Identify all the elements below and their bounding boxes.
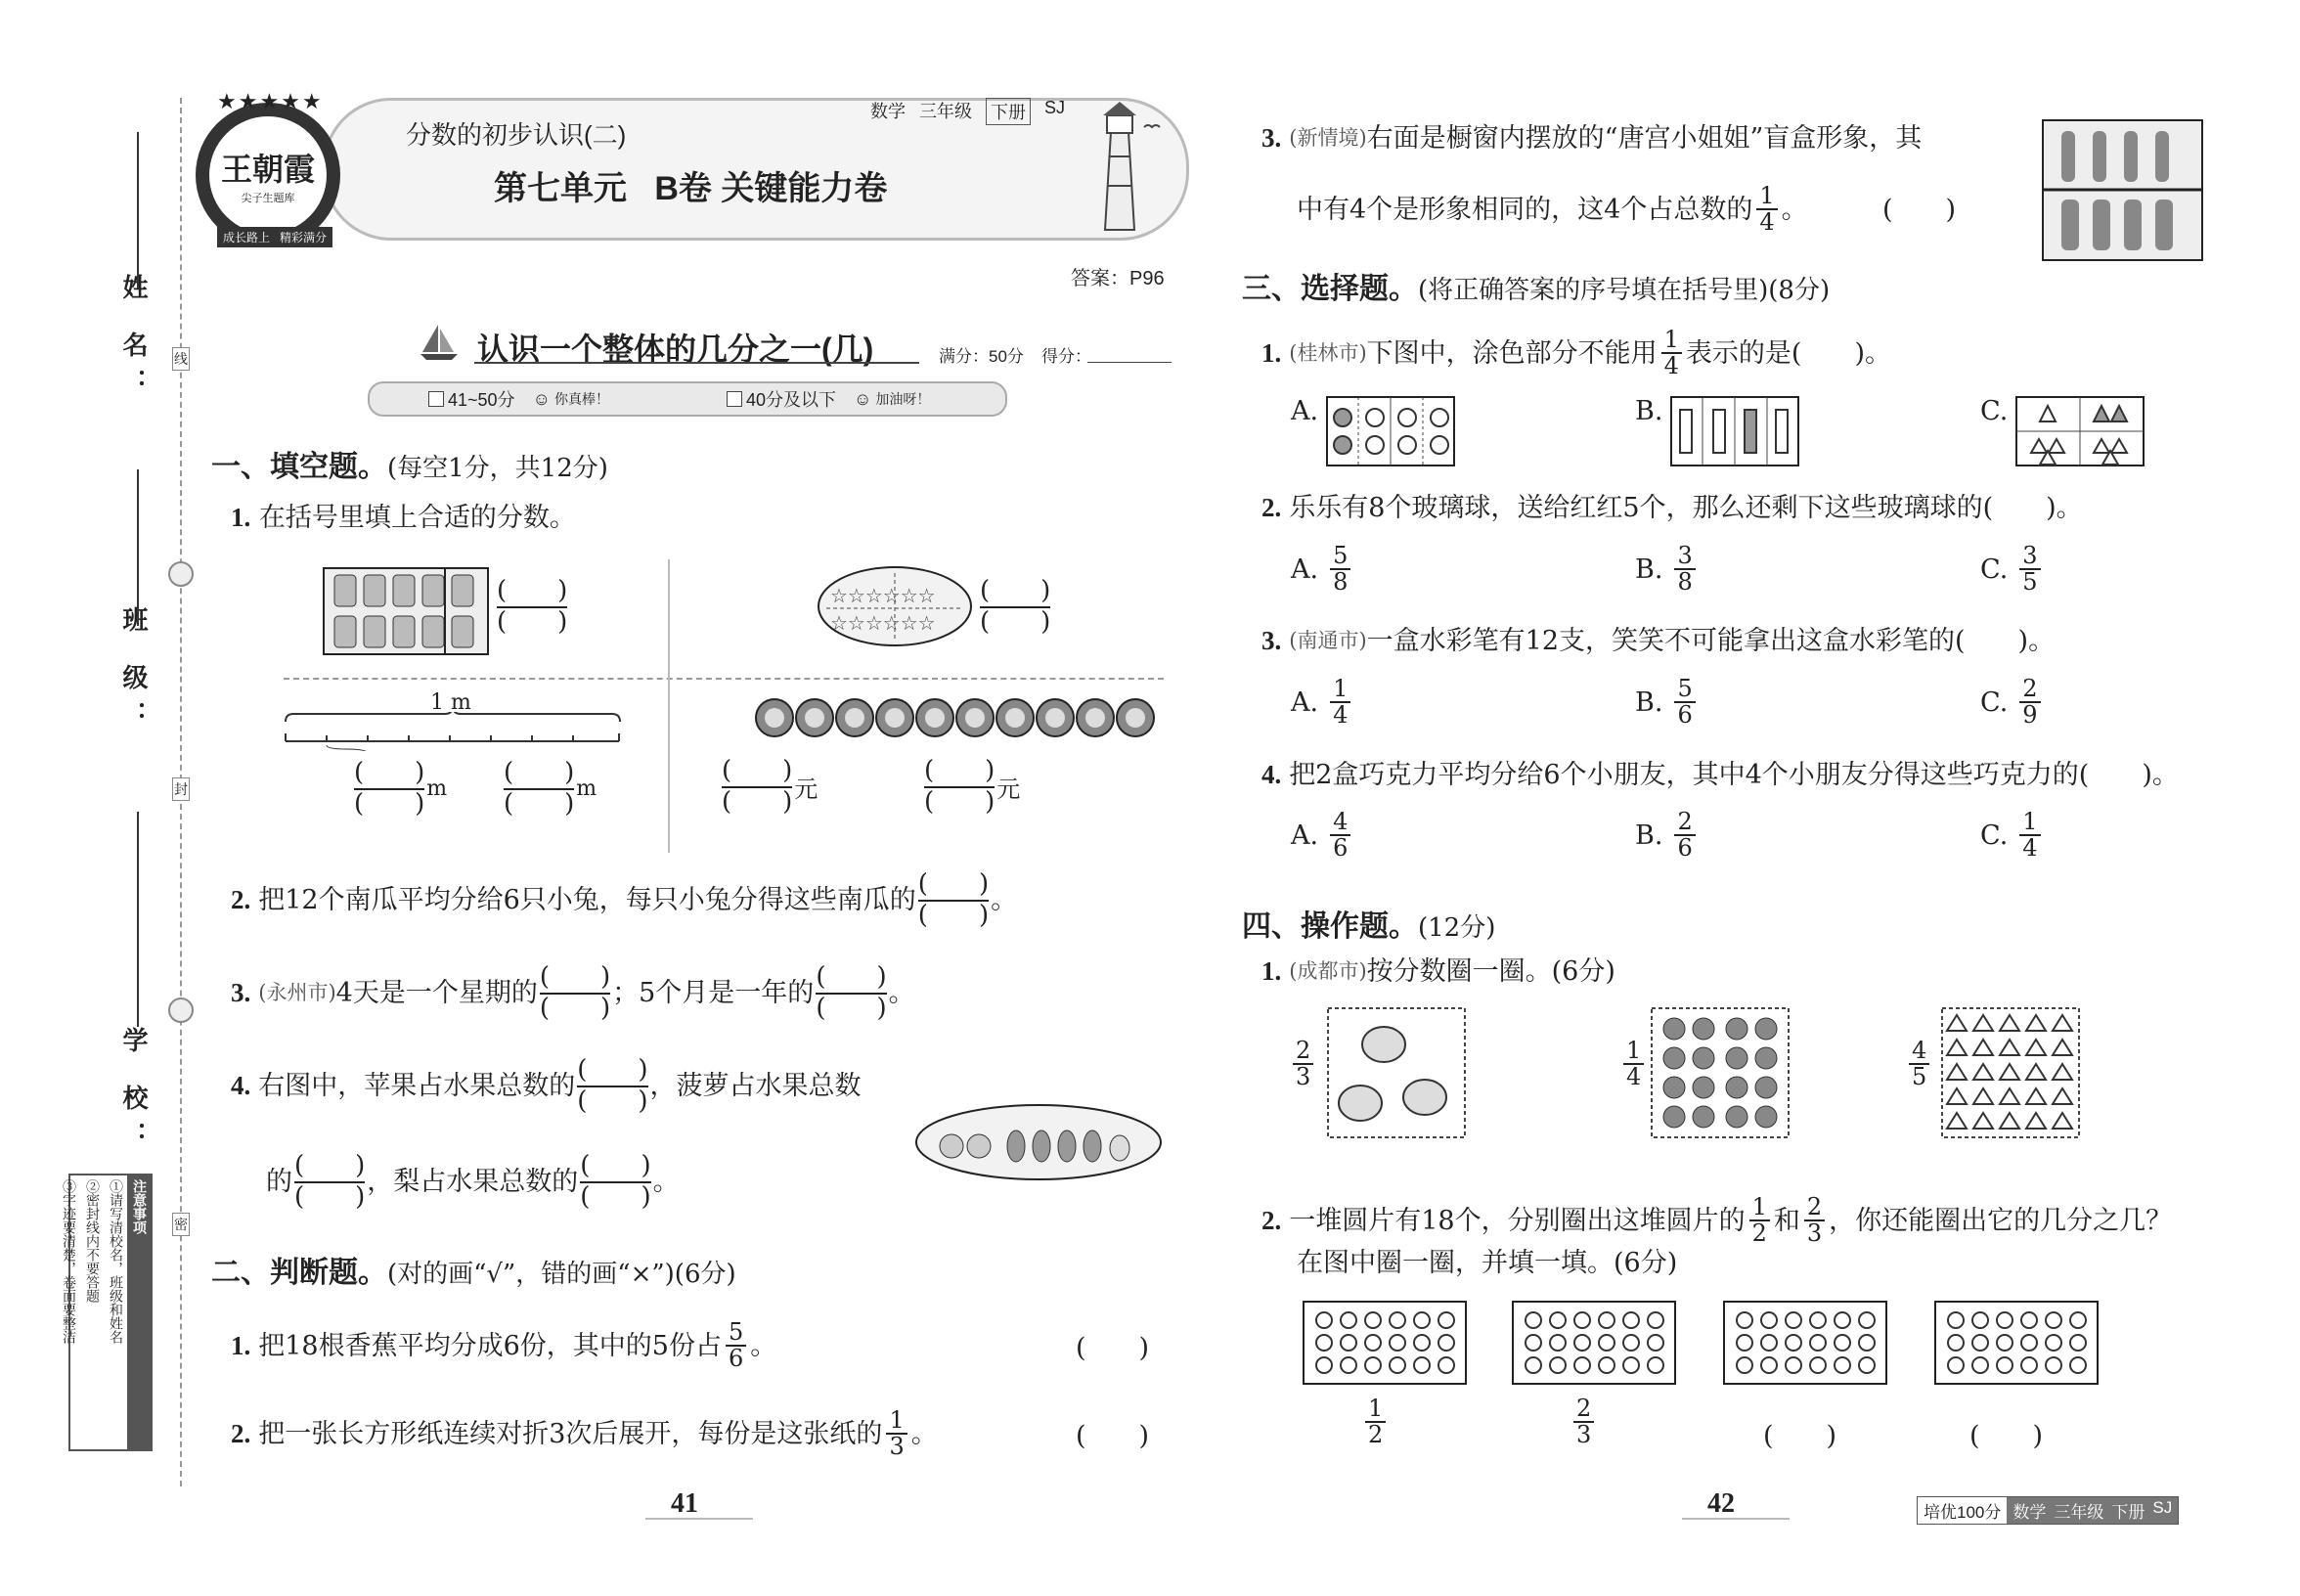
cups-figure: [323, 567, 489, 655]
seal-char: 线: [172, 347, 190, 371]
dot-shape: [1341, 1335, 1356, 1351]
eval-checkbox[interactable]: [727, 391, 742, 407]
dot-shape: [1341, 1312, 1356, 1328]
dot-shape: [1341, 1357, 1356, 1373]
option-letter: A.: [1291, 396, 1319, 426]
dot-shape: [1365, 1357, 1381, 1373]
star-icon: ★★★★★: [217, 90, 324, 114]
unit: 元: [794, 776, 818, 804]
dot-shape: [2070, 1312, 2086, 1328]
seal-circle: [168, 998, 194, 1023]
q-num: 1.: [231, 1330, 251, 1360]
eval-text: 你真棒！: [553, 391, 609, 407]
q-num: 2.: [231, 885, 251, 915]
name-field[interactable]: [137, 132, 139, 288]
dot-shape: [1648, 1312, 1663, 1328]
wave-decoration: [1682, 1518, 1790, 1520]
section-1-title: [211, 442, 608, 485]
coins-figure: [753, 694, 1164, 741]
dot-shape: [1623, 1357, 1639, 1373]
q-text: 把18根香蕉平均分成6份，其中的5份占: [258, 1330, 722, 1361]
dot-shape: [1526, 1335, 1541, 1351]
q-end: 。: [991, 885, 1018, 916]
seal-circle: [168, 561, 194, 587]
dot-shape: [1574, 1312, 1590, 1328]
dot-shape: [2021, 1357, 2037, 1373]
term: 下册: [986, 98, 1031, 125]
footer-brand: 培优100分: [1918, 1497, 2007, 1524]
dot-shape: [1414, 1335, 1430, 1351]
fraction: $\frac{1}{3}$: [886, 1408, 907, 1459]
q-end: 。: [750, 1330, 777, 1361]
fraction: $\frac{1}{4}$: [1661, 328, 1682, 378]
dot-shape: [1786, 1312, 1801, 1328]
notice-item: ③字迹要清楚，卷面要整洁: [61, 1179, 76, 1344]
q-text: 下图中，涂色部分不能用: [1366, 337, 1658, 369]
smile-icon: ☺: [853, 388, 872, 409]
dot-shape: [1997, 1312, 2012, 1328]
full-score: 满分：50分: [939, 347, 1024, 366]
notice-item: ②密封线内不要答题: [84, 1179, 100, 1303]
q-text: ，菠萝占水果总数: [649, 1071, 862, 1102]
dot-shape: [2046, 1335, 2061, 1351]
dot-shape: [1997, 1357, 2012, 1373]
class-label: 班 级：: [118, 606, 148, 739]
dot-shape: [1948, 1335, 1964, 1351]
ribbon-left: 成长路上: [223, 231, 271, 244]
q-text: ，你还能圈出它的几分之几？: [1829, 1205, 2173, 1236]
answer-fraction[interactable]: ( ) ( ): [539, 962, 611, 1023]
brand-logo: [196, 103, 340, 247]
dot-shape: [1390, 1335, 1405, 1351]
q-text: ，梨占水果总数的: [367, 1167, 579, 1198]
dot-shape: [1835, 1357, 1850, 1373]
dot-shape: [1550, 1312, 1566, 1328]
notice-item: ①请写清校名，班级和姓名: [108, 1179, 123, 1344]
answer-fraction-m[interactable]: ( ) ( ) m: [504, 758, 597, 819]
answer-fraction[interactable]: ( ) ( ): [816, 962, 887, 1023]
notice-title: 注意事项: [127, 1175, 151, 1449]
dot-shape: [1761, 1312, 1777, 1328]
dot-shape: [2046, 1357, 2061, 1373]
eval-range: 40分及以下: [745, 390, 836, 410]
seal-char: 封: [172, 777, 190, 801]
dot-shape: [1438, 1335, 1454, 1351]
q-text: 把2盒巧克力平均分给6个小朋友，其中4个小朋友分得这些巧克力的( )。: [1289, 760, 2179, 790]
fraction: $\frac{1}{4}$: [1756, 184, 1777, 235]
wave-decoration: [645, 1518, 753, 1520]
section-note: (12分): [1418, 913, 1496, 943]
q-text: 右图中，苹果占水果总数的: [258, 1071, 576, 1102]
fruits-figure: [914, 1103, 1164, 1181]
operate-2-line1: [1261, 1195, 2172, 1246]
dot-shape: [1761, 1357, 1777, 1373]
judge-3-line2: [1297, 184, 1808, 235]
q-num: 2.: [1261, 493, 1282, 522]
dot-shape: [1761, 1335, 1777, 1351]
fraction: $\frac{5}{6}$: [726, 1320, 746, 1371]
dot-shape: [1648, 1335, 1663, 1351]
q-text: 表示的是( )。: [1685, 337, 1891, 369]
dot-shape: [1526, 1312, 1541, 1328]
q-num: 3.: [231, 978, 251, 1008]
name-label: 姓 名：: [118, 274, 148, 407]
q4-line1: [231, 1056, 862, 1117]
choice-1-option-c[interactable]: [1980, 396, 2145, 466]
choice-4-option-b[interactable]: B. $\frac{2}{6}$: [1635, 810, 1700, 861]
answer-fraction[interactable]: ( ) ( ): [580, 1151, 651, 1212]
dot-shape: [1737, 1335, 1752, 1351]
q-end: 。: [1781, 194, 1808, 225]
section-title: 四、操作题。: [1242, 909, 1418, 944]
dot-shape: [1972, 1312, 1988, 1328]
q-num: 2.: [231, 1418, 251, 1448]
dot-shape: [1737, 1357, 1752, 1373]
unit: m: [576, 776, 597, 802]
q4-line2: [266, 1152, 680, 1213]
dot-shape: [1316, 1357, 1332, 1373]
judge-3-line1: [1261, 125, 1922, 152]
subject: 数学: [870, 102, 906, 121]
dot-shape: [2070, 1357, 2086, 1373]
dot-shape: [1835, 1312, 1850, 1328]
choice-2: [1261, 495, 2083, 521]
answer-fraction-m[interactable]: ( ) ( ) m: [354, 758, 448, 819]
dots-panel[interactable]: [1934, 1301, 2099, 1385]
book-meta: [870, 98, 1065, 125]
footer-meta: 数学 三年级 下册 SJ: [2007, 1497, 2178, 1524]
ruler-label: 1 m: [430, 690, 471, 715]
q-text: 一堆圆片有18个，分别圈出这堆圆片的: [1289, 1205, 1746, 1236]
q-text: 右面是橱窗内摆放的“唐宫小姐姐”盲盒形象，其: [1366, 123, 1923, 154]
section-note: (将正确答案的序号填在括号里)(8分): [1418, 276, 1831, 305]
dot-shape: [1390, 1357, 1405, 1373]
dot-shape: [1390, 1312, 1405, 1328]
q-text: ；5个月是一年的: [612, 978, 815, 1009]
dot-shape: [1835, 1335, 1850, 1351]
q-text: 把12个南瓜平均分给6只小兔，每只小兔分得这些南瓜的: [258, 885, 916, 916]
grade: 三年级: [919, 102, 972, 121]
dots-panel[interactable]: [1303, 1301, 1467, 1385]
choice-3: [1261, 628, 2055, 654]
ribbon-right: 精彩满分: [280, 231, 328, 244]
panel-label: $\frac{1}{2}$: [1361, 1396, 1390, 1447]
score-field[interactable]: [1087, 362, 1172, 363]
class-field[interactable]: [137, 469, 139, 626]
choice-2-option-a[interactable]: A. $\frac{5}{8}$: [1291, 544, 1354, 595]
eval-text: 加油呀！: [875, 391, 931, 407]
unit: 元: [996, 776, 1021, 804]
q-num: 1.: [1261, 337, 1282, 368]
stars-figure: [817, 565, 973, 648]
answer-fraction[interactable]: ( ) ( ): [980, 576, 1051, 637]
choice-1-option-a[interactable]: [1291, 396, 1455, 466]
q3: [231, 963, 915, 1024]
dot-shape: [1550, 1357, 1566, 1373]
section-note: (每空1分，共12分): [387, 454, 608, 483]
option-letter: B.: [1635, 396, 1663, 426]
judge-answer[interactable]: ( ): [1076, 1421, 1150, 1451]
unit: m: [426, 776, 448, 802]
answer-fraction[interactable]: ( ) ( ): [294, 1151, 366, 1212]
q-tag: (成都市): [1289, 959, 1367, 983]
q-end: 。: [888, 978, 915, 1009]
dot-shape: [1365, 1335, 1381, 1351]
q-end: 。: [652, 1167, 680, 1198]
dots-panel[interactable]: [1512, 1301, 1676, 1385]
apples-figure[interactable]: [1651, 1007, 1790, 1138]
puppies-figure[interactable]: [1327, 1007, 1466, 1138]
dot-shape: [2046, 1312, 2061, 1328]
dot-shape: [1526, 1357, 1541, 1373]
choice-4-option-c[interactable]: C. $\frac{1}{4}$: [1980, 810, 2045, 861]
answer-fraction-yuan[interactable]: ( ) ( ) 元: [722, 756, 818, 817]
dot-shape: [1599, 1312, 1614, 1328]
dot-shape: [1316, 1312, 1332, 1328]
dot-shape: [1948, 1312, 1964, 1328]
footer-badge: [1917, 1496, 2179, 1525]
eval-checkbox[interactable]: [428, 391, 444, 407]
panel-answer[interactable]: ( ): [1763, 1421, 1837, 1451]
circles-grid-figure: [1326, 396, 1455, 466]
panel-label: $\frac{2}{3}$: [1570, 1396, 1598, 1447]
choice-1-option-b[interactable]: [1635, 396, 1799, 466]
display-case-figure: [2042, 119, 2203, 261]
section-note: (对的画“√”，错的画“×”)(6分): [387, 1260, 736, 1289]
operate-2-line2: [1297, 1250, 1677, 1276]
q-text: 把一张长方形纸连续对折3次后展开，每份是这张纸的: [258, 1418, 883, 1449]
q-num: 2.: [1261, 1205, 1282, 1235]
q-text: 乐乐有8个玻璃球，送给红红5个，那么还剩下这些玻璃球的( )。: [1289, 493, 2083, 523]
dot-shape: [2070, 1335, 2086, 1351]
seal-char: 密: [172, 1213, 190, 1236]
ribbon: [217, 227, 332, 247]
dot-shape: [1623, 1312, 1639, 1328]
q-tag: (桂林市): [1289, 340, 1367, 365]
operate-1-fraction: $\frac{4}{5}$: [1905, 1039, 1933, 1089]
dot-shape: [1316, 1335, 1332, 1351]
section-title: 二、判断题。: [211, 1256, 387, 1290]
q-num: 1.: [1261, 956, 1282, 986]
choice-2-option-c[interactable]: C. $\frac{3}{5}$: [1980, 544, 2045, 595]
page-title: 第七单元 B卷 关键能力卷: [494, 170, 888, 207]
section-3-title: [1242, 264, 1830, 307]
subtitle-underline: [474, 362, 919, 364]
section-2-title: [211, 1248, 736, 1291]
dot-shape: [1599, 1357, 1614, 1373]
answer-ref: 答案：P96: [1071, 268, 1165, 289]
answer-fraction[interactable]: ( ) ( ): [497, 576, 568, 637]
judge-answer[interactable]: ( ): [1882, 195, 1957, 225]
section-title: 一、填空题。: [211, 450, 387, 484]
choice-1: [1261, 328, 1891, 378]
dot-shape: [1648, 1357, 1663, 1373]
choice-3-option-b[interactable]: B. $\frac{5}{6}$: [1635, 677, 1700, 728]
q2: [231, 870, 1017, 931]
dot-shape: [1786, 1335, 1801, 1351]
sailboat-icon: [419, 323, 460, 362]
triangles-grid-figure[interactable]: [1941, 1007, 2080, 1138]
dot-shape: [2021, 1312, 2037, 1328]
topic-title: 分数的初步认识(二): [406, 120, 627, 150]
bars-figure: [1670, 396, 1799, 466]
q-num: 3.: [1261, 626, 1282, 655]
ruler-figure: [284, 712, 621, 751]
brand-subtitle: 尖子生题库: [241, 192, 295, 204]
dot-shape: [1859, 1312, 1875, 1328]
dot-shape: [1786, 1357, 1801, 1373]
q-text: 按分数圈一圈。(6分): [1366, 956, 1615, 987]
q-num: 4.: [231, 1071, 251, 1101]
q-tag: (永州市): [258, 981, 336, 1005]
smile-icon: ☺: [532, 388, 551, 409]
choice-4: [1261, 762, 2179, 788]
dot-shape: [1737, 1312, 1752, 1328]
q-tag: (南通市): [1289, 629, 1367, 652]
answer-fraction[interactable]: ( ) ( ): [917, 869, 990, 930]
option-letter: C.: [1980, 396, 2009, 426]
eval-range: 41~50分: [448, 390, 515, 410]
dot-shape: [1972, 1335, 1988, 1351]
q-num: 1.: [231, 503, 251, 532]
q1: [231, 505, 576, 531]
grid-divider-v: [668, 559, 670, 853]
q-text: 的: [266, 1167, 292, 1198]
dot-shape: [1997, 1335, 2012, 1351]
notice-box: [61, 1174, 153, 1451]
dots-panel[interactable]: [1723, 1301, 1887, 1385]
svg-text:☆☆☆☆☆☆: ☆☆☆☆☆☆: [830, 611, 936, 635]
panel-answer[interactable]: ( ): [1969, 1421, 2044, 1451]
dot-shape: [1623, 1335, 1639, 1351]
page-number: 41: [671, 1488, 698, 1519]
operate-1: [1261, 958, 1615, 985]
judge-1: [231, 1320, 776, 1371]
answer-fraction-yuan[interactable]: ( ) ( ) 元: [924, 756, 1021, 817]
dot-shape: [1574, 1335, 1590, 1351]
operate-1-fraction: $\frac{2}{3}$: [1289, 1039, 1317, 1089]
page-number: 42: [1707, 1488, 1735, 1519]
dot-shape: [1810, 1357, 1826, 1373]
dot-shape: [1550, 1335, 1566, 1351]
operate-1-fraction: $\frac{1}{4}$: [1619, 1039, 1648, 1089]
section-title: 三、选择题。: [1242, 272, 1418, 306]
fraction: $\frac{2}{3}$: [1804, 1195, 1825, 1246]
dot-shape: [1574, 1357, 1590, 1373]
answer-fraction[interactable]: ( ) ( ): [577, 1055, 648, 1116]
fraction: $\frac{1}{2}$: [1749, 1195, 1770, 1246]
dot-shape: [1438, 1312, 1454, 1328]
school-field[interactable]: [137, 812, 139, 1027]
lighthouse-icon: [1066, 98, 1173, 235]
edition: SJ: [1044, 98, 1066, 117]
judge-answer[interactable]: ( ): [1076, 1333, 1150, 1363]
choice-3-option-a[interactable]: A. $\frac{1}{4}$: [1291, 677, 1354, 728]
q-end: 。: [910, 1418, 938, 1449]
dot-shape: [1414, 1357, 1430, 1373]
q-text: 和: [1773, 1205, 1800, 1236]
choice-3-option-c[interactable]: C. $\frac{2}{9}$: [1980, 677, 2045, 728]
q-text: 在图中圈一圈，并填一填。(6分): [1297, 1248, 1678, 1278]
q-text: 一盒水彩笔有12支，笑笑不可能拿出这盒水彩笔的( )。: [1366, 626, 2056, 656]
svg-text:☆☆☆☆☆☆: ☆☆☆☆☆☆: [830, 584, 936, 607]
dot-shape: [1859, 1335, 1875, 1351]
dot-shape: [1859, 1357, 1875, 1373]
score-label: 得分：: [1041, 347, 1091, 366]
q-text: 在括号里填上合适的分数。: [258, 503, 576, 533]
dot-shape: [1438, 1357, 1454, 1373]
dot-shape: [1948, 1357, 1964, 1373]
dot-shape: [1414, 1312, 1430, 1328]
subtitle: 认识一个整体的几分之一(几): [477, 332, 874, 367]
dot-shape: [1810, 1335, 1826, 1351]
q-text: 中有4个是形象相同的，这4个占总数的: [1297, 194, 1753, 225]
brand-name: 王朝霞: [220, 151, 315, 188]
section-4-title: [1242, 902, 1495, 945]
choice-4-option-a[interactable]: A. $\frac{4}{6}$: [1291, 810, 1354, 861]
q-num: 3.: [1261, 123, 1282, 153]
dot-shape: [1972, 1357, 1988, 1373]
choice-2-option-b[interactable]: B. $\frac{3}{8}$: [1635, 544, 1700, 595]
school-label: 学 校：: [118, 1027, 148, 1160]
evaluation-bar: [368, 381, 1007, 417]
triangles-figure: [2015, 396, 2145, 466]
q-tag: (新情境): [1289, 126, 1367, 150]
dot-shape: [2021, 1335, 2037, 1351]
q-text: 4天是一个星期的: [335, 978, 538, 1009]
dot-shape: [1599, 1335, 1614, 1351]
dot-shape: [1365, 1312, 1381, 1328]
judge-2: [231, 1408, 938, 1459]
q-num: 4.: [1261, 760, 1282, 789]
grid-divider-h: [284, 678, 1164, 680]
dot-shape: [1810, 1312, 1826, 1328]
